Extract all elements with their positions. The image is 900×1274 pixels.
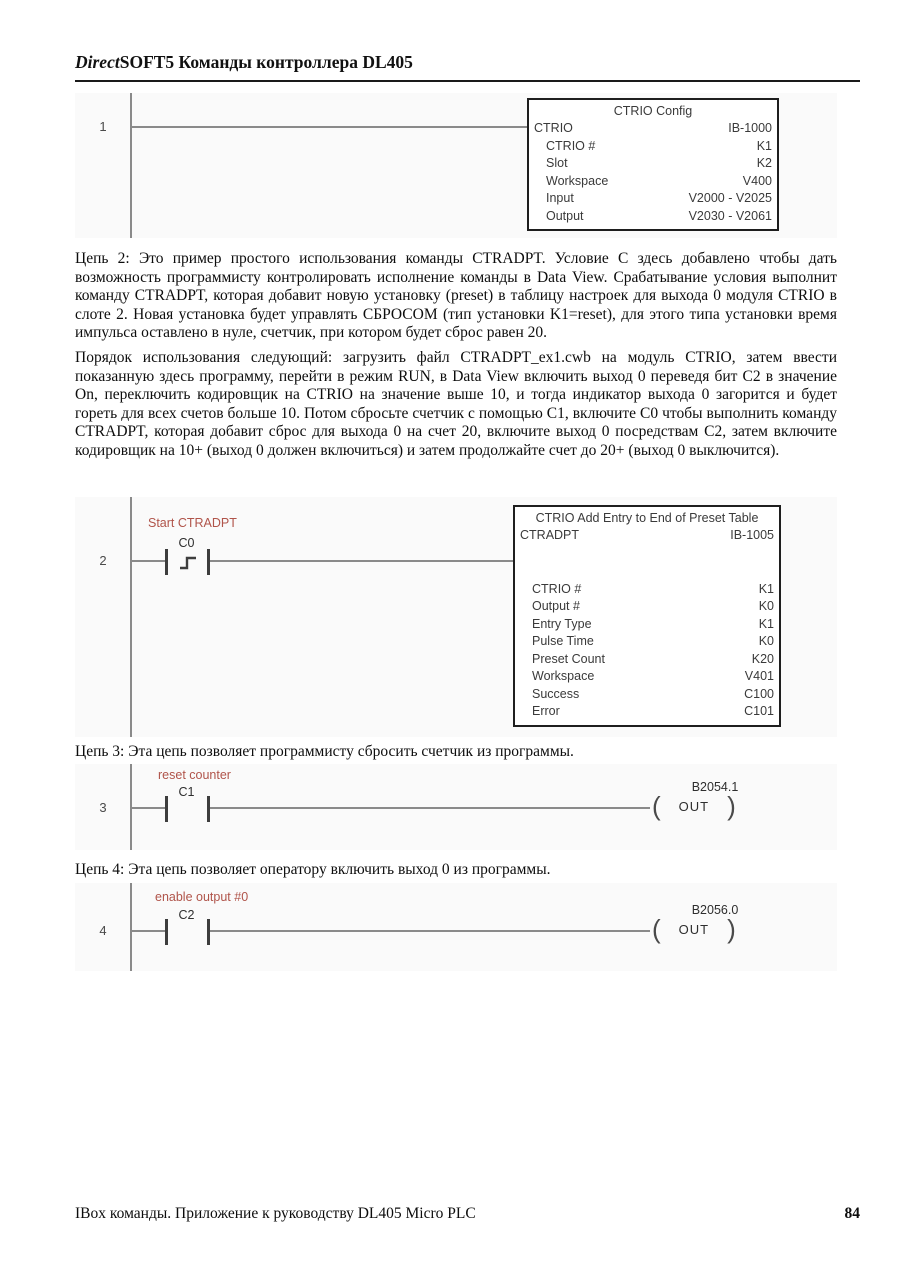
ibox-title: CTRIO Add Entry to End of Preset Table <box>535 511 759 525</box>
param-label: CTRIO # <box>546 138 596 153</box>
ibox-ctradpt <box>513 505 781 727</box>
left-power-rail <box>130 883 132 971</box>
ibox-param-row <box>520 668 774 686</box>
rung-wire <box>132 126 528 128</box>
param-value: C100 <box>744 686 774 701</box>
page-footer <box>75 1205 860 1223</box>
param-label: Entry Type <box>532 616 592 631</box>
ibox-param-row <box>520 651 774 669</box>
contact-bar <box>165 549 168 575</box>
page-title-italic: Direct <box>75 52 120 72</box>
coil-left-paren-icon: ( <box>652 914 661 944</box>
param-label: Pulse Time <box>532 634 594 648</box>
ibox-name-row <box>534 120 772 138</box>
param-value: K2 <box>756 156 772 170</box>
ibox-id: IB-1000 <box>728 121 772 135</box>
contact-bar <box>207 549 210 575</box>
normally-open-contact-icon <box>165 796 210 822</box>
page-title <box>75 52 413 73</box>
coil-right-paren-icon: ) <box>727 914 736 944</box>
param-label: Input <box>546 191 574 205</box>
ibox-name: CTRADPT <box>520 528 580 542</box>
ladder-rung-2 <box>75 497 837 737</box>
coil-left-paren-icon: ( <box>652 791 661 821</box>
param-value: K1 <box>758 581 774 596</box>
contact-comment: reset counter <box>158 768 231 782</box>
paragraph-chain2: Цепь 2: Это пример простого использования команды CTRADPT. Условие C здесь добавлено чтобы дать возможность программисту контролировать исполнение команды в Data View. Срабатывание условия выполнит команду CTRADPT, которая добавит новую установку (preset) в таблицу настроек для выхода 0 модуля CTRIO в слоте 2. Новая установка будет управлять СБРОСОМ (тип установки K1=reset), для этого типа установки время импульса оставлено в нуле, счетчик, при котором будет сброс равен 20. <box>75 250 837 342</box>
param-value: V2030 - V2061 <box>688 208 772 223</box>
coil-label: OUT <box>678 798 710 814</box>
ibox-ctrio-config <box>527 98 779 231</box>
rung-wire <box>210 930 650 932</box>
param-label: Slot <box>546 156 568 170</box>
ibox-param-row <box>534 173 772 191</box>
ibox-name: CTRIO <box>534 121 573 135</box>
ibox-param-row <box>534 138 772 156</box>
param-label: Output <box>546 208 584 223</box>
contact-bar <box>165 919 168 945</box>
header-rule <box>75 80 860 82</box>
rung-wire <box>132 807 165 809</box>
ibox-title: CTRIO Config <box>613 104 693 118</box>
param-label: Preset Count <box>532 651 605 666</box>
contact-tag: C0 <box>178 536 195 550</box>
rung-wire <box>210 807 650 809</box>
param-label: Error <box>532 704 560 718</box>
rung-number: 4 <box>99 923 107 938</box>
out-coil <box>652 791 736 821</box>
ibox-spacer <box>520 545 774 581</box>
normally-open-contact-icon <box>165 919 210 945</box>
rising-edge-contact-icon <box>165 549 210 575</box>
rung-wire <box>132 930 165 932</box>
ibox-param-row <box>534 155 772 173</box>
caption-chain3: Цепь 3: Эта цепь позволяет программисту сбросить счетчик из программы. <box>75 743 574 760</box>
param-value: K1 <box>756 138 772 153</box>
ibox-param-row <box>520 633 774 651</box>
coil-tag: B2054.1 <box>691 780 739 794</box>
ibox-param-row <box>520 686 774 704</box>
param-value: C101 <box>744 704 774 718</box>
rung-number: 2 <box>99 553 107 568</box>
contact-bar <box>207 796 210 822</box>
param-label: Success <box>532 686 580 701</box>
coil-tag: B2056.0 <box>691 903 739 917</box>
ibox-name-row <box>520 527 774 545</box>
param-value: K1 <box>758 616 774 631</box>
param-value: K0 <box>758 599 774 613</box>
contact-bar <box>207 919 210 945</box>
caption-chain4: Цепь 4: Эта цепь позволяет оператору включить выход 0 из программы. <box>75 861 551 878</box>
rising-edge-step-icon <box>177 553 199 573</box>
contact-comment: enable output #0 <box>155 890 249 904</box>
footer-text: IBox команды. Приложение к руководству DL405 Micro PLC <box>75 1205 476 1222</box>
rung-number: 3 <box>99 800 107 815</box>
param-label: Workspace <box>546 173 609 188</box>
rung-wire <box>210 560 513 562</box>
param-value: V401 <box>744 669 774 683</box>
param-value: K0 <box>758 634 774 648</box>
param-label: Workspace <box>532 669 595 683</box>
ladder-rung-3 <box>75 764 837 850</box>
page-title-rest: SOFT5 Команды контроллера DL405 <box>119 52 413 72</box>
ladder-rung-1 <box>75 93 837 238</box>
param-value: K20 <box>751 651 774 666</box>
ladder-rung-4 <box>75 883 837 971</box>
param-value: V2000 - V2025 <box>688 191 772 205</box>
contact-bar <box>165 796 168 822</box>
coil-right-paren-icon: ) <box>727 791 736 821</box>
rung-wire <box>132 560 165 562</box>
paragraph-usage: Порядок использования следующий: загрузить файл CTRADPT_ex1.cwb на модуль CTRIO, затем ввести показанную здесь программу, перейти в режим RUN, в Data View включить выход 0 переведя бит C2 в значение On, переключить кодировщик на CTRIO на значение выше 10, и тогда индикатор выхода 0 загорится и будет гореть для всех счетов больше 10. Потом сбросьте счетчик с помощью C1, включите C0 чтобы выполнить команду CTRADPT, которая добавит сброс для выхода 0 на счет 20, включите выход 0 посредствам C2, затем включите кодировщик на 10+ (выход 0 должен включиться) и затем продолжайте счет до 20+ (выход 0 выключится). <box>75 349 837 459</box>
out-coil <box>652 914 736 944</box>
contact-tag: C1 <box>178 785 195 799</box>
contact-tag: C2 <box>178 908 195 922</box>
coil-label: OUT <box>678 921 710 937</box>
ibox-param-row <box>520 598 774 616</box>
ibox-param-row <box>534 208 772 226</box>
ibox-param-row <box>520 703 774 721</box>
left-power-rail <box>130 497 132 737</box>
rung-number: 1 <box>99 119 107 134</box>
page-number: 84 <box>844 1205 860 1222</box>
ibox-param-row <box>534 190 772 208</box>
ibox-param-row <box>520 581 774 599</box>
param-value: V400 <box>742 173 772 188</box>
ibox-id: IB-1005 <box>730 528 774 542</box>
contact-comment: Start CTRADPT <box>148 516 237 530</box>
ibox-param-row <box>520 616 774 634</box>
param-label: CTRIO # <box>532 581 582 596</box>
left-power-rail <box>130 93 132 238</box>
param-label: Output # <box>532 599 580 613</box>
